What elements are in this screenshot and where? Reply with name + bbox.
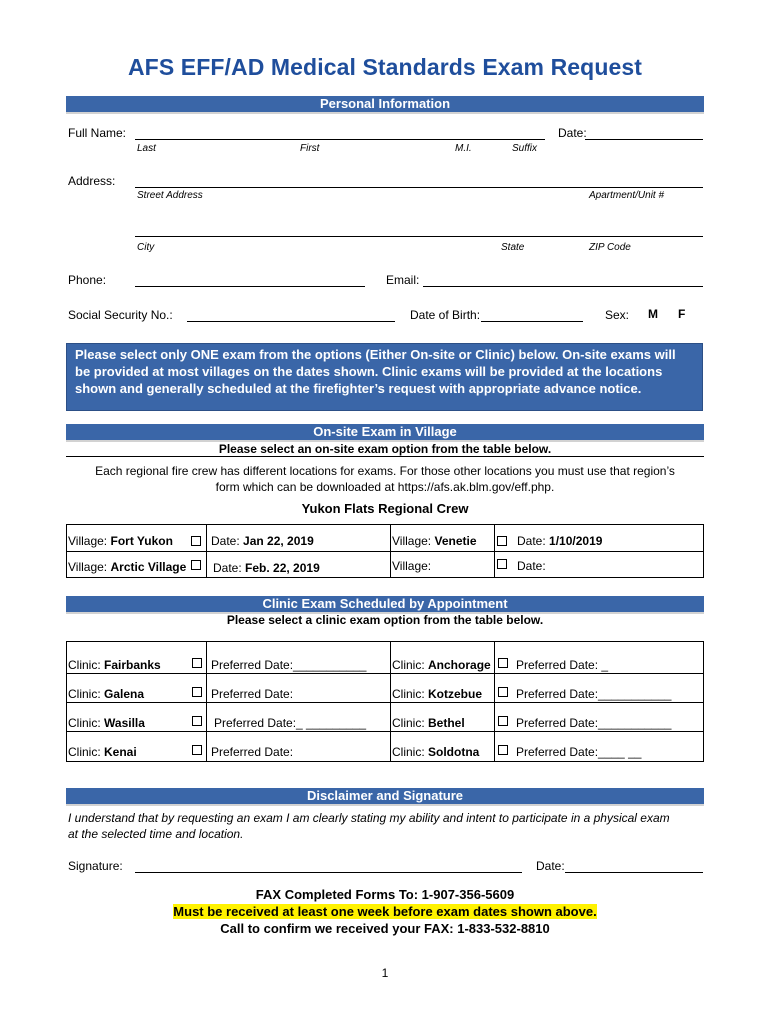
clinic-prefix: Clinic: (392, 745, 425, 759)
ssn-field[interactable] (187, 321, 395, 322)
village-prefix: Village: (392, 534, 432, 548)
exam-date: 1/10/2019 (549, 534, 603, 548)
exam-date: Feb. 22, 2019 (245, 561, 320, 575)
village-name: Venetie (434, 534, 477, 548)
onsite-date-cell (517, 534, 602, 548)
village-name: Arctic Village (110, 560, 187, 574)
clinic-table (66, 630, 704, 765)
clinic-name: Kotzebue (428, 687, 483, 701)
crew-title: Yukon Flats Regional Crew (301, 501, 469, 516)
clinic-cell (68, 658, 161, 672)
caption-mi: M.I. (455, 143, 472, 154)
onsite-instruction: Please select an on-site exam option from the table below. (218, 442, 552, 456)
date-prefix: Date: (517, 534, 546, 548)
clinic-name: Wasilla (104, 716, 145, 730)
clinic-name: Soldotna (428, 745, 480, 759)
clinic-instruction: Please select a clinic exam option from the table below. (226, 613, 544, 627)
exam-notice: Please select only ONE exam from the options (Either On-site or Clinic) below. On-site exams will be provided at most villages on the dates shown. Clinic exams will be provided at the locations shown and generally scheduled at the firefighter’s request with appropriate advance notice. (66, 343, 703, 411)
ssn-label: Social Security No.: (68, 308, 173, 322)
email-field[interactable] (423, 286, 703, 287)
clinic-prefix: Clinic: (68, 658, 101, 672)
clinic-checkbox-kotzebue[interactable] (498, 687, 508, 697)
onsite-village-cell (392, 534, 477, 548)
clinic-name: Bethel (428, 716, 465, 730)
clinic-cell (68, 745, 137, 759)
preferred-date-field[interactable]: Preferred Date: _ (516, 658, 609, 672)
clinic-name: Kenai (104, 745, 137, 759)
clinic-prefix: Clinic: (68, 716, 101, 730)
clinic-name: Fairbanks (104, 658, 161, 672)
date-prefix: Date: (211, 534, 240, 548)
onsite-date-cell (211, 534, 314, 548)
onsite-checkbox-venetie[interactable] (497, 536, 507, 546)
caption-last: Last (137, 143, 156, 154)
phone-label: Phone: (68, 273, 107, 287)
dob-label: Date of Birth: (410, 308, 481, 322)
caption-first: First (300, 143, 320, 154)
disclaimer-text-line1: I understand that by requesting an exam I am clearly stating my ability and intent to participate in a physical exam (68, 811, 670, 825)
page-title: AFS EFF/AD Medical Standards Exam Request (127, 54, 643, 80)
date-label: Date: (558, 126, 587, 140)
disclaimer-text-line2: at the selected time and location. (68, 827, 244, 841)
preferred-date-field[interactable]: Preferred Date:___________ (211, 658, 367, 672)
clinic-header: Clinic Exam Scheduled by Appointment (66, 596, 704, 612)
sex-option-f[interactable]: F (678, 307, 686, 321)
signature-field[interactable] (135, 872, 522, 873)
onsite-village-cell (392, 559, 431, 573)
clinic-cell (392, 716, 465, 730)
clinic-checkbox-anchorage[interactable] (498, 658, 508, 668)
clinic-prefix: Clinic: (392, 658, 425, 672)
page-number: 1 (381, 966, 389, 980)
caption-zip: ZIP Code (589, 242, 631, 253)
address-label: Address: (68, 174, 116, 188)
onsite-header: On-site Exam in Village (66, 424, 704, 440)
clinic-checkbox-bethel[interactable] (498, 716, 508, 726)
clinic-checkbox-kenai[interactable] (192, 745, 202, 755)
preferred-date-field[interactable]: Preferred Date:___________ (516, 716, 672, 730)
disclaimer-header: Disclaimer and Signature (66, 788, 704, 804)
preferred-date-field[interactable]: Preferred Date:_ _________ (214, 716, 367, 730)
clinic-cell (392, 658, 491, 672)
personal-info-header: Personal Information (66, 96, 704, 112)
onsite-description-line1: Each regional fire crew has different locations for exams. For those other locations you must use that region’s (95, 464, 675, 478)
divider (66, 456, 704, 457)
city-state-zip-field[interactable] (135, 236, 703, 237)
full-name-label: Full Name: (68, 126, 127, 140)
caption-city: City (137, 242, 155, 253)
signature-date-field[interactable] (565, 872, 703, 873)
caption-apt: Apartment/Unit # (589, 190, 665, 201)
confirm-line: Call to confirm we received your FAX: 1-833-532-8810 (220, 921, 550, 936)
clinic-prefix: Clinic: (68, 745, 101, 759)
preferred-date-field[interactable]: Preferred Date:___________ (516, 687, 672, 701)
onsite-village-cell (68, 534, 173, 548)
clinic-cell (392, 687, 482, 701)
onsite-date-cell (213, 561, 320, 575)
sex-option-m[interactable]: M (648, 307, 658, 321)
date-prefix: Date: (213, 561, 242, 575)
clinic-cell (392, 745, 479, 759)
clinic-prefix: Clinic: (392, 716, 425, 730)
caption-state: State (501, 242, 525, 253)
warning-line-wrapper (0, 904, 770, 919)
street-address-field[interactable] (135, 187, 703, 188)
exam-date: Jan 22, 2019 (243, 534, 314, 548)
clinic-checkbox-soldotna[interactable] (498, 745, 508, 755)
clinic-checkbox-fairbanks[interactable] (192, 658, 202, 668)
onsite-checkbox-blank[interactable] (497, 559, 507, 569)
preferred-date-field[interactable]: Preferred Date: (211, 687, 294, 701)
signature-label: Signature: (68, 859, 123, 873)
clinic-checkbox-wasilla[interactable] (192, 716, 202, 726)
dob-field[interactable] (481, 321, 583, 322)
signature-date-label: Date: (536, 859, 565, 873)
full-name-field[interactable] (135, 139, 545, 140)
village-prefix: Village: (392, 559, 432, 573)
clinic-checkbox-galena[interactable] (192, 687, 202, 697)
caption-street: Street Address (137, 190, 203, 201)
clinic-cell (68, 687, 144, 701)
caption-suffix: Suffix (512, 143, 538, 154)
onsite-description-line2: form which can be downloaded at https://afs.ak.blm.gov/eff.php. (215, 480, 555, 494)
date-prefix: Date: (517, 559, 546, 573)
fax-line: FAX Completed Forms To: 1-907-356-5609 (255, 887, 515, 902)
village-name: Fort Yukon (110, 534, 173, 548)
email-label: Email: (386, 273, 420, 287)
clinic-prefix: Clinic: (392, 687, 425, 701)
village-prefix: Village: (68, 534, 108, 548)
deadline-warning: Must be received at least one week before exam dates shown above. (173, 904, 597, 919)
onsite-checkbox-fort-yukon[interactable] (191, 536, 201, 546)
clinic-cell (68, 716, 145, 730)
onsite-checkbox-arctic-village[interactable] (191, 560, 201, 570)
onsite-date-cell (517, 559, 546, 573)
phone-field[interactable] (135, 286, 365, 287)
clinic-prefix: Clinic: (68, 687, 101, 701)
onsite-village-cell (68, 560, 186, 574)
date-field[interactable] (585, 139, 703, 140)
onsite-table (66, 524, 704, 578)
sex-label: Sex: (605, 308, 630, 322)
village-prefix: Village: (68, 560, 108, 574)
preferred-date-field[interactable]: Preferred Date: (211, 745, 294, 759)
clinic-name: Anchorage (428, 658, 491, 672)
clinic-name: Galena (104, 687, 145, 701)
preferred-date-field[interactable]: Preferred Date:____ __ (516, 745, 642, 759)
